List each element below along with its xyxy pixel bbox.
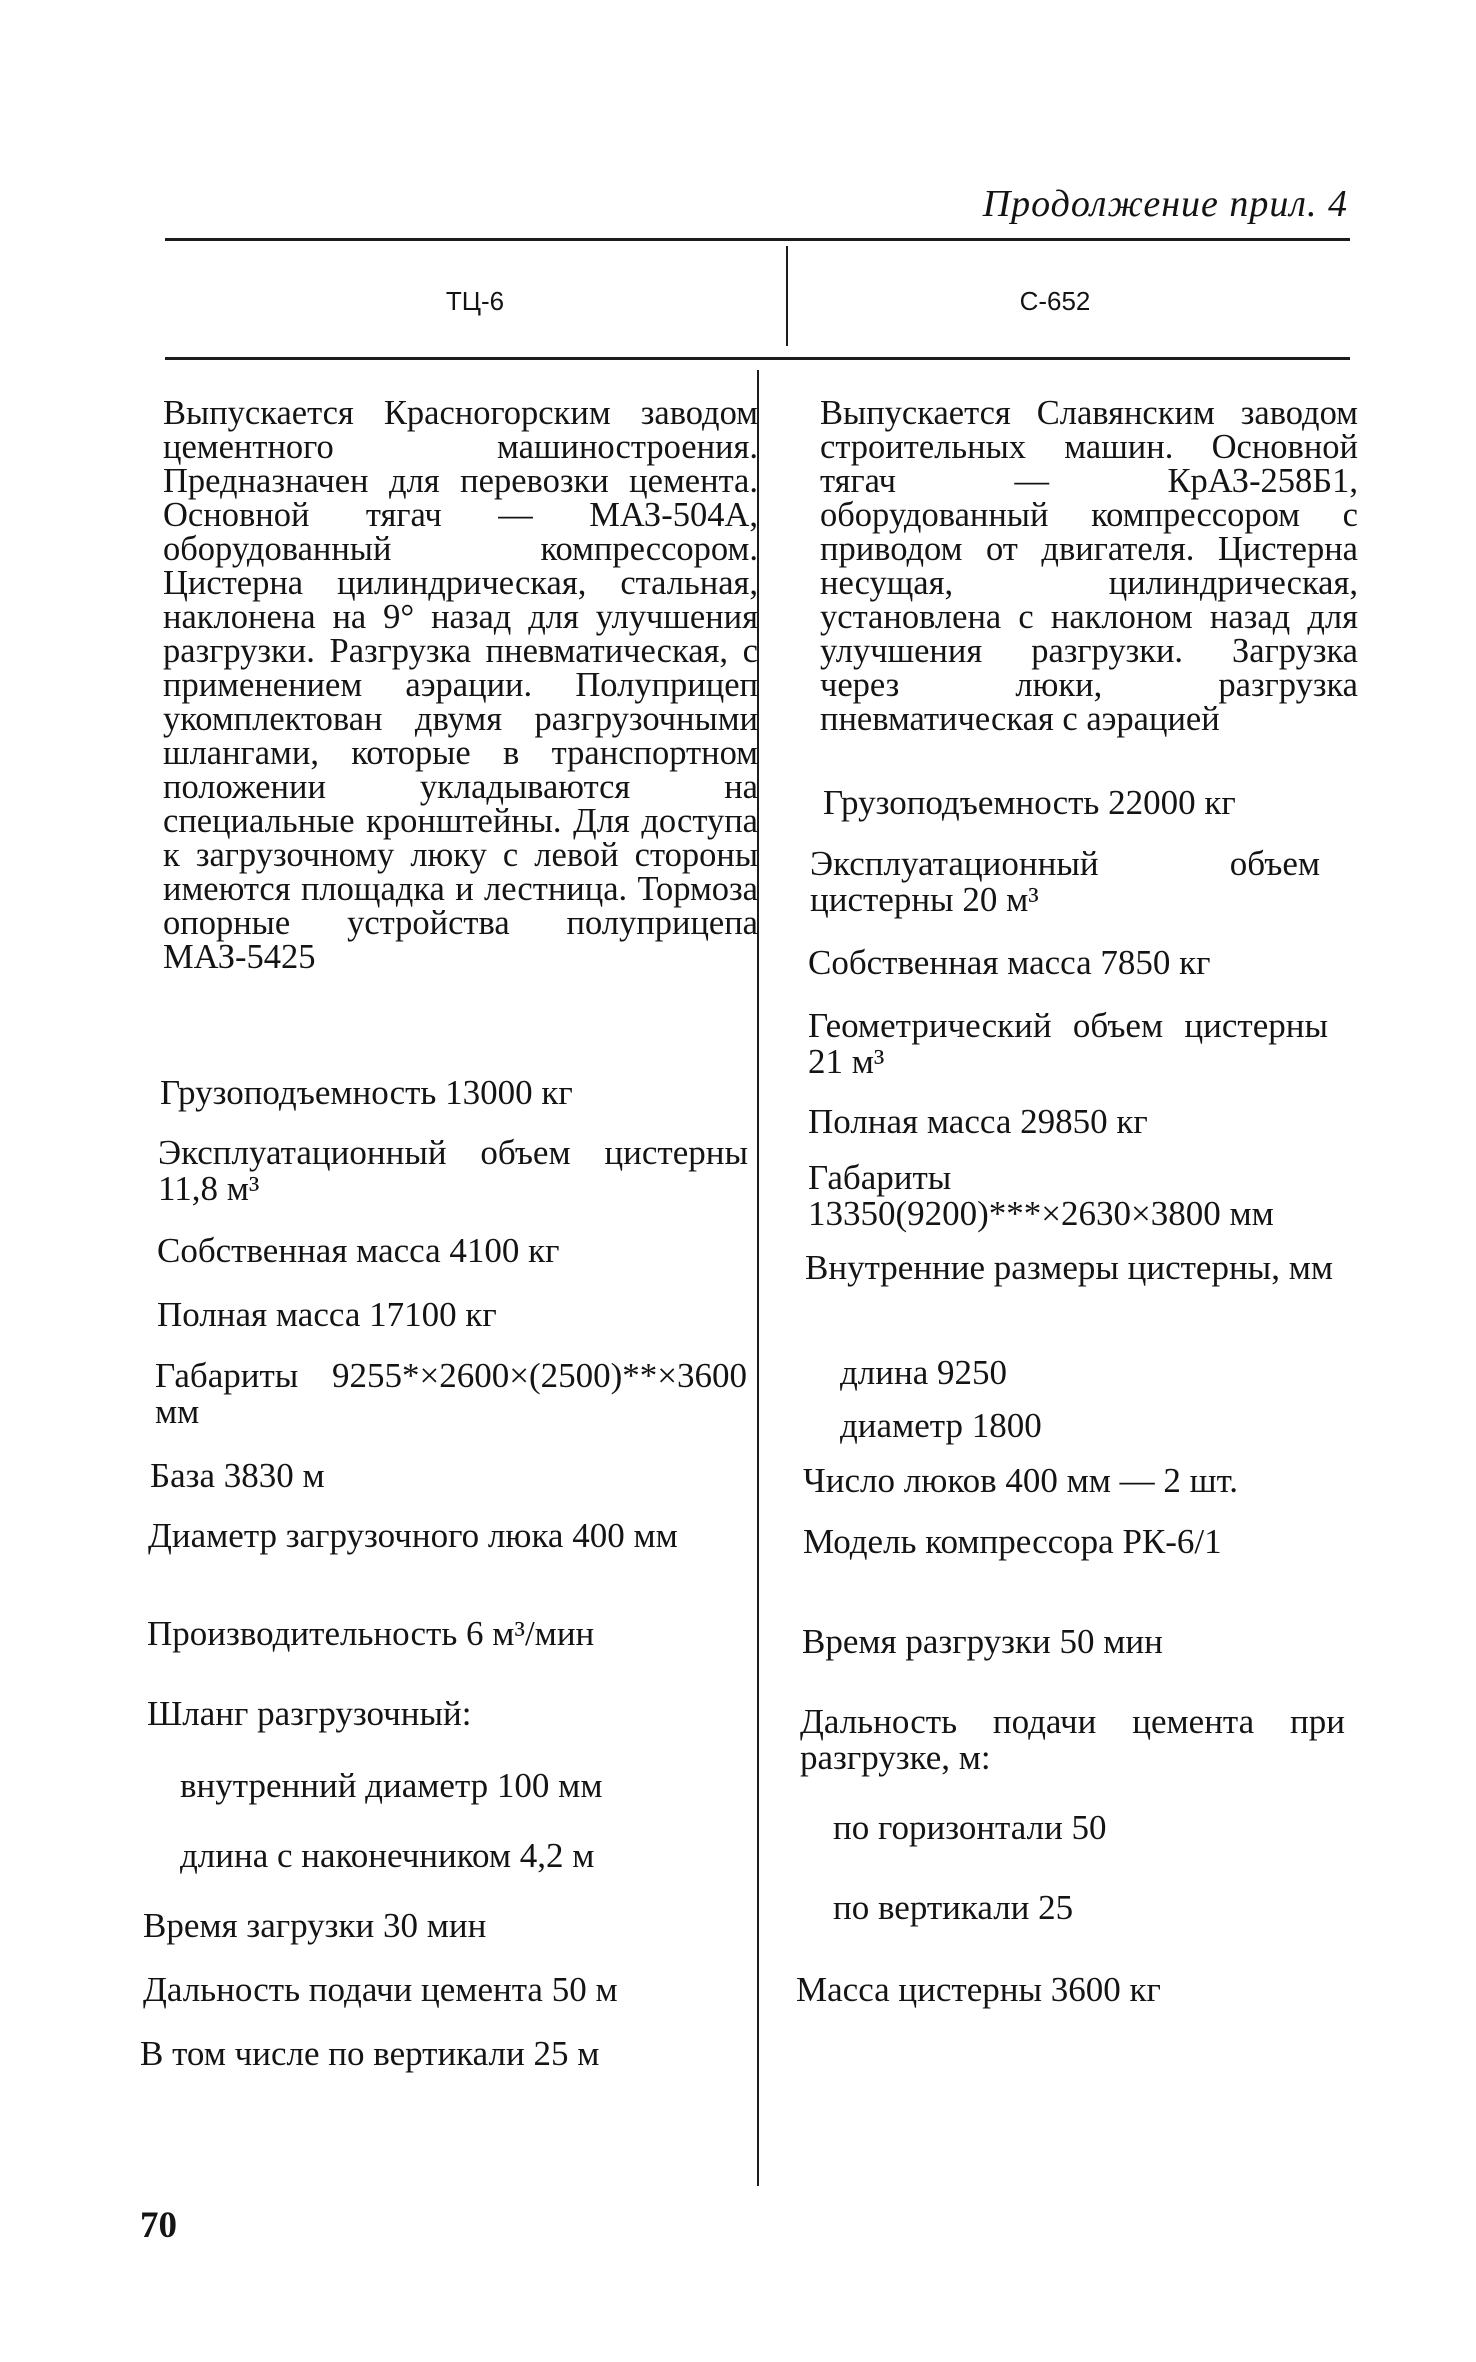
running-header: Продолжение прил. 4: [982, 183, 1348, 225]
right-dimensions: Габариты 13350(9200)***×2630×3800 мм: [808, 1158, 1274, 1233]
table-top-rule: [165, 238, 1350, 241]
right-unload-time: Время разгрузки 50 мин: [802, 1622, 1163, 1661]
left-description: Выпускается Красногорским заводом цементного машиностроения. Предназначен для перевозки цемента. Основной тягач — МАЗ-504А, оборудованный компрессором. Цистерна цилиндрическая, стальная, наклонена на 9° назад для улучшения разгрузки. Разгрузка пневматическая, с применением аэрации. Полуприцеп укомплектован двумя разгрузочными шлангами, которые в транспортном положении укладываются на специальные кронштейны. Для доступа к загрузочному люку с левой стороны имеются площадка и лестница. Тормоза опорные устройства полуприцепа МАЗ-5425: [163, 394, 758, 976]
left-hatch-diameter: Диаметр загрузочного люка 400 мм: [148, 1516, 678, 1555]
left-dimensions: Габариты 9255*×2600×(2500)**×3600 мм: [155, 1356, 747, 1431]
left-volume: Эксплуатационный объем цистерны 11,8 м³: [158, 1133, 748, 1208]
right-horizontal: по горизонтали 50: [833, 1808, 1107, 1847]
right-inner-dims: Внутренние размеры цистерны, мм: [805, 1248, 1333, 1287]
right-vertical: по вертикали 25: [833, 1888, 1074, 1927]
right-length: длина 9250: [840, 1353, 1008, 1392]
right-geom-volume: Геометрический объем цистерны 21 м³: [808, 1006, 1328, 1081]
right-own-mass: Собственная масса 7850 кг: [808, 943, 1211, 982]
right-capacity: Грузоподъемность 22000 кг: [823, 783, 1236, 822]
right-volume: Эксплуатационный объем цистерны 20 м³: [810, 844, 1320, 919]
left-feed-vertical: В том числе по вертикали 25 м: [140, 2034, 600, 2073]
column-heading-left: ТЦ-6: [445, 286, 505, 316]
right-diameter: диаметр 1800: [840, 1406, 1042, 1445]
right-hatches: Число люков 400 мм — 2 шт.: [803, 1461, 1239, 1500]
left-feed-distance: Дальность подачи цемента 50 м: [143, 1970, 618, 2009]
left-productivity: Производительность 6 м³/мин: [147, 1614, 595, 1653]
right-tank-mass: Масса цистерны 3600 кг: [796, 1970, 1161, 2009]
column-divider-header: [786, 246, 788, 346]
left-hose: Шланг разгрузочный:: [147, 1694, 472, 1733]
left-own-mass: Собственная масса 4100 кг: [157, 1231, 560, 1270]
left-hose-inner: внутренний диаметр 100 мм: [180, 1766, 603, 1805]
table-header-rule: [165, 357, 1350, 360]
page-number: 70: [140, 2205, 177, 2246]
column-heading-right: С-652: [1019, 286, 1091, 316]
left-capacity: Грузоподъемность 13000 кг: [160, 1073, 573, 1112]
right-gross-mass: Полная масса 29850 кг: [808, 1102, 1148, 1141]
right-description: Выпускается Славянским заводом строительных машин. Основной тягач — КрАЗ-258Б1, оборудованный компрессором с приводом от двигателя. Цистерна несущая, цилиндрическая, установлена с наклоном назад для улучшения разгрузки. Загрузка через люки, разгрузка пневматическая с аэрацией: [820, 394, 1358, 738]
left-hose-length: длина с наконечником 4,2 м: [180, 1836, 595, 1875]
right-compressor: Модель компрессора РК-6/1: [803, 1522, 1222, 1561]
left-base: База 3830 м: [150, 1456, 325, 1495]
left-gross-mass: Полная масса 17100 кг: [157, 1295, 497, 1334]
left-load-time: Время загрузки 30 мин: [143, 1906, 487, 1945]
right-feed-distance: Дальность подачи цемента при разгрузке, м:: [800, 1702, 1345, 1777]
